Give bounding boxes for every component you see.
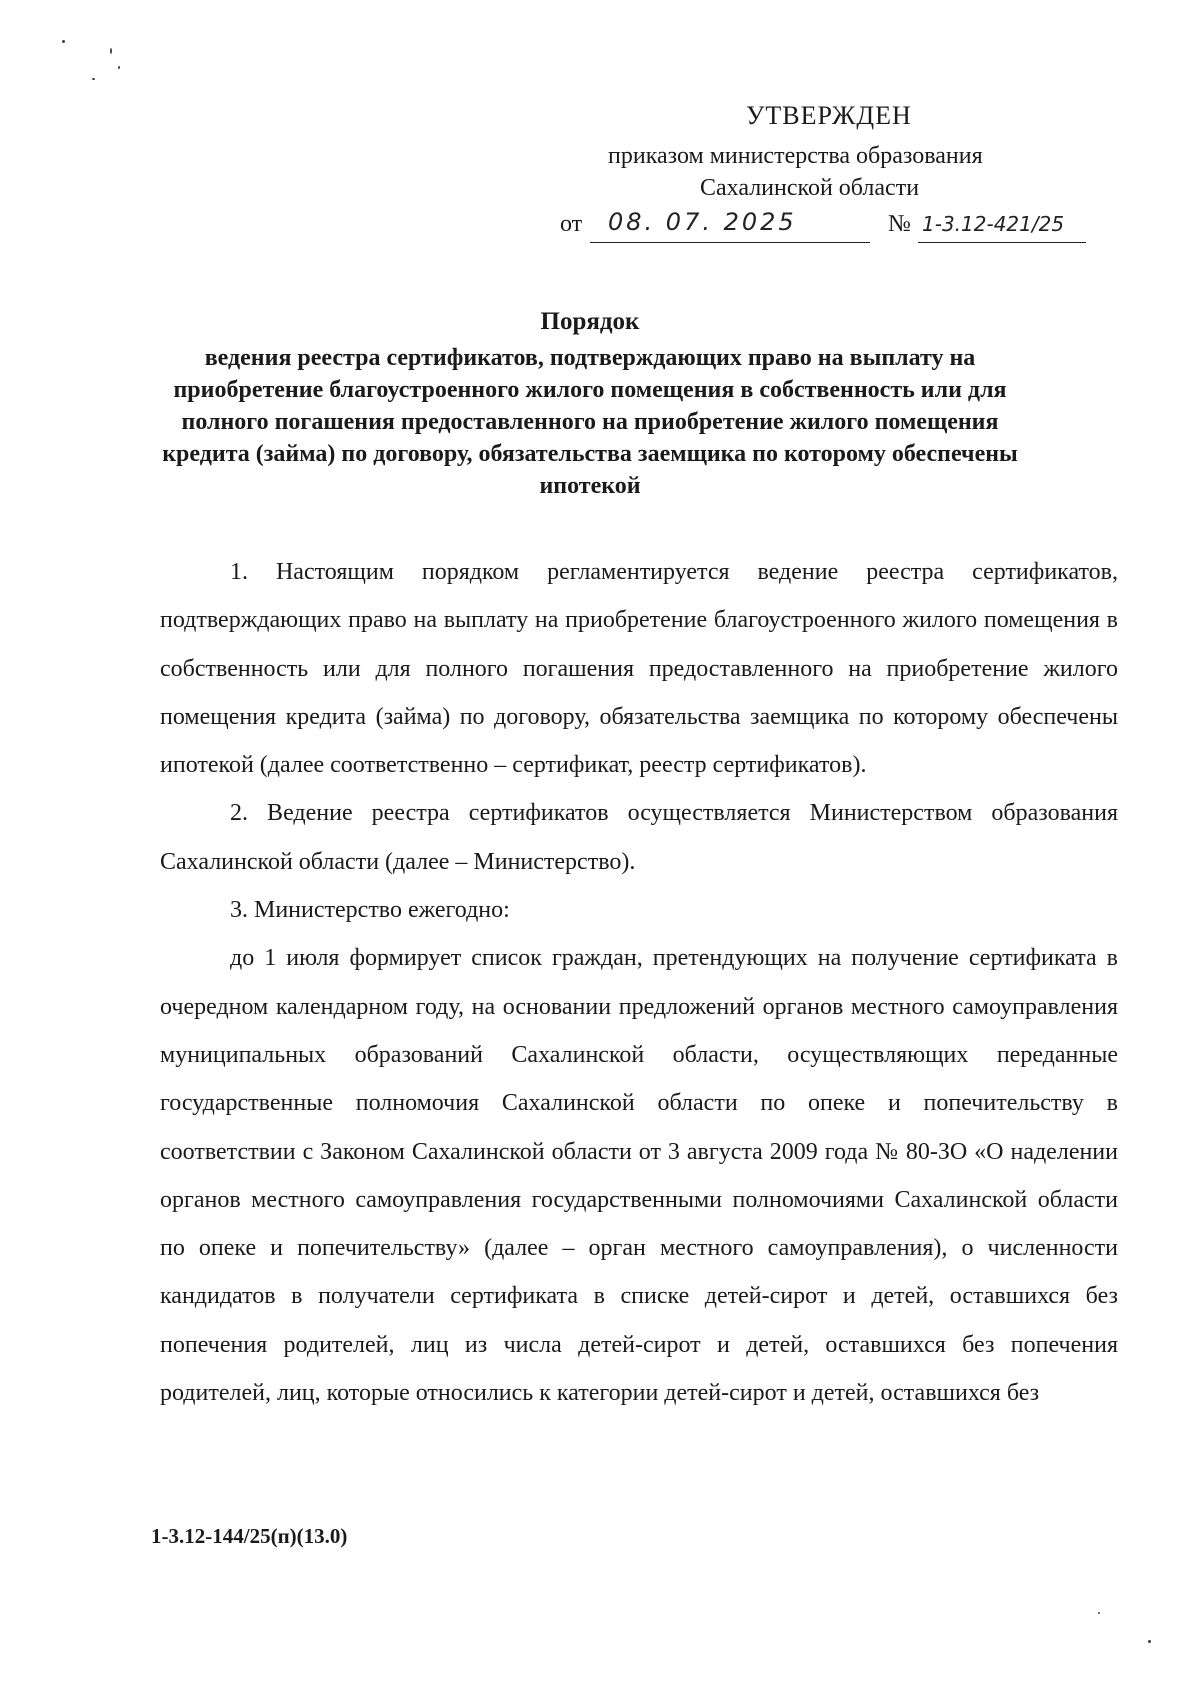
approval-number-handwritten: 1-3.12-421/25: [922, 212, 1065, 236]
paragraph-2: 2. Ведение реестра сертификатов осуществляется Министерством образования Сахалинской области (далее – Министерство).: [160, 800, 1118, 875]
document-body: [160, 548, 1118, 1417]
approval-date-handwritten: 08. 07. 2025: [608, 208, 797, 236]
approval-date-field: [590, 208, 870, 243]
approval-order-line: приказом министерства образования: [608, 143, 983, 169]
document-title-subtitle: ведения реестра сертификатов, подтверждающих право на выплату на приобретение благоустроенного жилого помещения в собственность или для полного погашения предоставленного на приобретение жилого помещения кредита (займа) по договору, обязательства заемщика по которому обеспечены ипотекой: [162, 345, 1018, 499]
document-title: [150, 306, 1030, 502]
document-footer-code: 1-3.12-144/25(п)(13.0): [151, 1524, 348, 1548]
document-title-main: Порядок: [540, 308, 640, 335]
approval-number-label: №: [888, 211, 911, 237]
approval-number-field: [918, 208, 1086, 243]
paragraph-4: до 1 июля формирует список граждан, претендующих на получение сертификата в очередном календарном году, на основании предложений органов местного самоуправления муниципальных образований Сахалинской области, осуществляющих переданные государственные полномочия Сахалинской области по опеке и попечительству в соответствии с Законом Сахалинской области от 3 августа 2009 года № 80-ЗО «О наделении органов местного самоуправления государственными полномочиями Сахалинской области по опеке и попечительству» (далее – орган местного самоуправления), о численности кандидатов в получатели сертификата в списке детей-сирот и детей, оставшихся без попечения родителей, лиц из числа детей-сирот и детей, оставшихся без попечения родителей, лиц, которые относились к категории детей-сирот и детей, оставшихся без: [160, 945, 1118, 1407]
approval-date-row: [560, 208, 1120, 244]
approval-region-line: Сахалинской области: [700, 175, 920, 201]
paragraph-1: 1. Настоящим порядком регламентируется ведение реестра сертификатов, подтверждающих право на выплату на приобретение благоустроенного жилого помещения в собственность или для полного погашения предоставленного на приобретение жилого помещения кредита (займа) по договору, обязательства заемщика по которому обеспечены ипотекой (далее соответственно – сертификат, реестр сертификатов).: [160, 559, 1118, 779]
approval-from-label: от: [560, 211, 583, 237]
paragraph-3: 3. Министерство ежегодно:: [230, 897, 510, 924]
approval-title: УТВЕРЖДЕН: [746, 101, 912, 130]
